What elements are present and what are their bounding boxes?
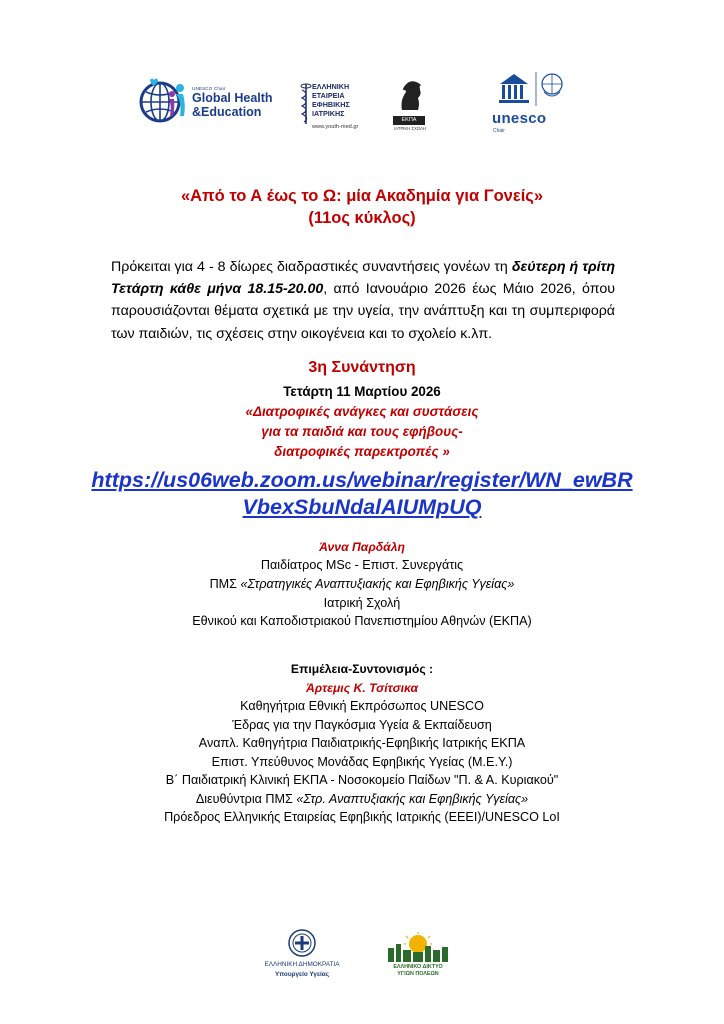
meeting-topic-line-2: για τα παιδιά και τους εφήβους- [261,424,463,439]
unesco-chair-logo [492,70,582,134]
coordinator-role-7: Πρόεδρος Ελληνικής Εταιρείας Εφηβικής Ιατρικής (ΕΕΕΙ)/UNESCO LoI [164,810,560,824]
unesco-chair-text: Chair [493,128,505,134]
program-cycle: (11ος κύκλος) [308,209,416,227]
speaker-school: Ιατρική Σχολή [323,596,401,610]
program-title: «Από το Α έως το Ω: μία Ακαδημία για Γονείς» [180,187,544,205]
healthy-cities-network-logo [378,932,458,988]
coordinator-role-6-program: «Στρ. Αναπτυξιακής και Εφηβικής Υγείας» [296,792,529,806]
unesco-word: unesco [492,110,547,127]
ministry-of-health-text: Υπουργείο Υγείας [274,971,330,978]
speaker-university: Εθνικού και Καποδιστριακού Πανεπιστημίου Αθηνών (ΕΚΠΑ) [192,614,532,628]
eeei-line-1: ΕΛΛΗΝΙΚΗ [312,82,350,91]
coordinator-role-3: Αναπλ. Καθηγήτρια Παιδιατρικής-Εφηβικής Ιατρικής ΕΚΠΑ [198,736,526,750]
meeting-topic-line-3: διατροφικές παρεκτροπές » [274,444,450,459]
coordinator-role-5: Β΄ Παιδιατρική Κλινική ΕΚΠΑ - Νοσοκομείο Παίδων "Π. & Α. Κυριακού" [165,773,559,787]
healthy-cities-line-1: ΕΛΛΗΝΙΚΟ ΔΙΚΤΥΟ [393,964,443,970]
coordinator-name: Άρτεμις Κ. Τσίτσικα [305,681,419,695]
coordinator-role-6-prefix: Διευθύντρια ΠΜΣ [195,792,297,806]
coordination-heading: Επιμέλεια-Συντονισμός : [290,662,434,676]
global-health-text: Global Health [192,91,273,105]
healthy-cities-network-text [378,964,458,978]
eeei-name [312,82,350,118]
zoom-link-line-2[interactable]: VbexSbuNdalAIUMpUQ [242,495,482,519]
ekpa-subtitle: ΙΑΤΡΙΚΗ ΣΧΟΛΗ [394,126,426,131]
hellenic-republic-ministry-logo [262,928,342,984]
globe-people-icon [136,74,192,130]
intro-paragraph [111,256,615,345]
caduceus-icon [300,82,312,126]
coordinator-role-2: Έδρας για την Παγκόσμια Υγεία & Εκπαίδευση [232,718,492,732]
greek-emblem-icon [262,928,342,960]
eeei-line-3: ΕΦΗΒΙΚΗΣ [312,100,350,109]
meeting-date: Τετάρτη 11 Μαρτίου 2026 [283,384,441,399]
unesco-temple-icon [492,70,582,110]
header-logos [128,64,600,144]
coordinator-role-6 [0,792,724,806]
coordinator-role-1: Καθηγήτρια Εθνική Εκπρόσωπος UNESCO [240,699,484,713]
zoom-link-line-1[interactable]: https://us06web.zoom.us/webinar/register/WN_ewBR [91,468,633,492]
global-health-education-logo [136,74,286,130]
education-text: &Education [192,105,262,119]
healthy-cities-line-2: ΥΓΙΩΝ ΠΟΛΕΩΝ [397,971,439,977]
speaker-program-name: «Στρατηγικές Αναπτυξιακής και Εφηβικής Υγείας» [240,577,515,591]
hellenic-republic-text: ΕΛΛΗΝΙΚΗ ΔΗΜΟΚΡΑΤΙΑ [264,961,340,968]
ekpa-logo [390,76,430,136]
speaker-program [0,577,724,591]
meeting-number: 3η Συνάντηση [308,359,416,376]
intro-text-start: Πρόκειται για 4 - 8 δίωρες διαδραστικές συναντήσεις γονέων τη [111,259,512,275]
zoom-registration-link-continued[interactable] [0,495,724,520]
meeting-topic-line-1: «Διατροφικές ανάγκες και συστάσεις [245,404,479,419]
eeei-url: www.youth-med.gr [312,124,359,130]
healthy-cities-skyline-icon [378,932,458,964]
ekpa-label: ΕΚΠΑ [393,116,425,125]
unesco-chair-small-text: UNESCO Chair [192,86,226,91]
coordinator-role-4: Επιστ. Υπεύθυνος Μονάδας Εφηβικής Υγείας (Μ.Ε.Υ.) [211,755,513,769]
athena-head-icon [390,76,430,116]
speaker-name: Άννα Παρδάλη [319,540,405,554]
eeei-line-4: ΙΑΤΡΙΚΗΣ [312,109,345,118]
speaker-title: Παιδίατρος MSc - Επιστ. Συνεργάτις [260,558,464,572]
intro-text-end: , από Ιανουάριο 2026 έως Μάιο 2026, όπου παρουσιάζονται θέματα σχετικά με την υγεία, την ανάπτυξη και τη συμπεριφορά των παιδιών, τις σχέσεις στην οικογένεια και το σχολείο κ.λπ. [111,281,615,342]
eeei-logo [300,78,396,134]
zoom-registration-link[interactable] [0,468,724,493]
eeei-line-2: ΕΤΑΙΡΕΙΑ [312,91,345,100]
intro-schedule-emphasis: δεύτερη ή τρίτη Τετάρτη κάθε μήνα 18.15-20.00 [111,259,615,298]
speaker-program-prefix: ΠΜΣ [209,577,241,591]
